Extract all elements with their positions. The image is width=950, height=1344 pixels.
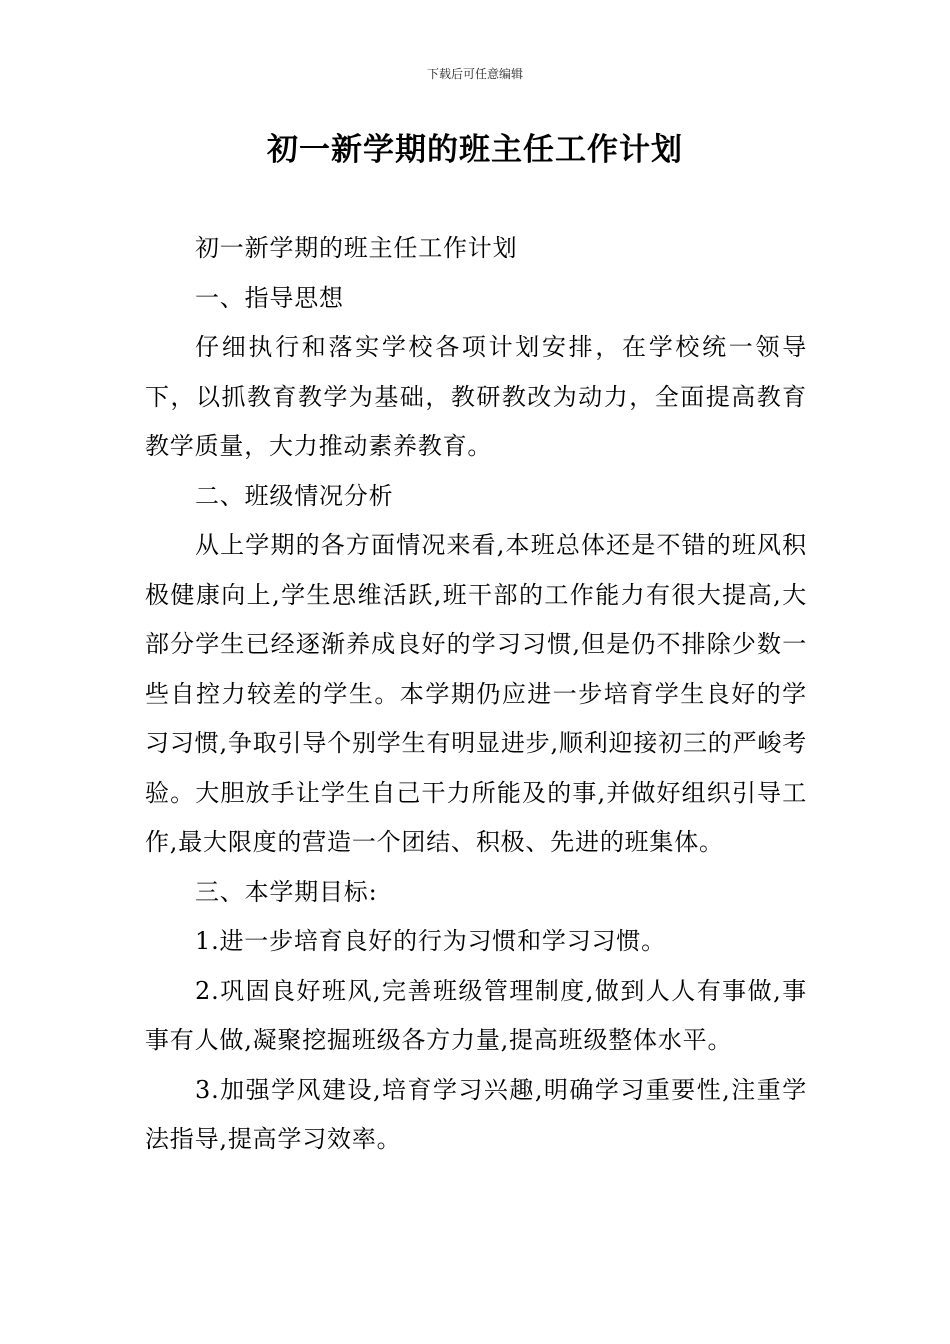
goal-item-1: 1.进一步培育良好的行为习惯和学习习惯。 [195,927,666,955]
paragraph-subtitle: 初一新学期的班主任工作计划 [195,234,518,262]
header-note: 下载后可任意编辑 [426,67,523,81]
goal-item-2: 2.巩固良好班风,完善班级管理制度,做到人人有事做,事事有人做,凝聚挖掘班级各方力量,提高班级整体水平。 [145,976,807,1054]
section-heading-semester-goals: 三、本学期目标: [195,877,378,906]
paragraph-class-analysis: 从上学期的各方面情况来看,本班总体还是不错的班风积极健康向上,学生思维活跃,班干部的工作能力有很大提高,大部分学生已经逐渐养成良好的学习习惯,但是仍不排除少数一些自控力较差的学生。本学期仍应进一步培育学生良好的学习习惯,争取引导个别学生有明显进步,顺利迎接初三的严峻考验。大胆放手让学生自己干力所能及的事,并做好组织引导工作,最大限度的营造一个团结、积极、先进的班集体。 [145,531,807,856]
section-heading-class-analysis: 二、班级情况分析 [195,481,394,510]
goal-item-3: 3.加强学风建设,培育学习兴趣,明确学习重要性,注重学法指导,提高学习效率。 [145,1075,807,1153]
document-body [145,224,807,1165]
paragraph-guiding-ideology: 仔细执行和落实学校各项计划安排，在学校统一领导下，以抓教育教学为基础，教研教改为动力，全面提高教育教学质量，大力推动素养教育。 [145,333,807,460]
document-title: 初一新学期的班主任工作计划 [267,132,683,168]
section-heading-guiding-ideology: 一、指导思想 [195,283,344,312]
